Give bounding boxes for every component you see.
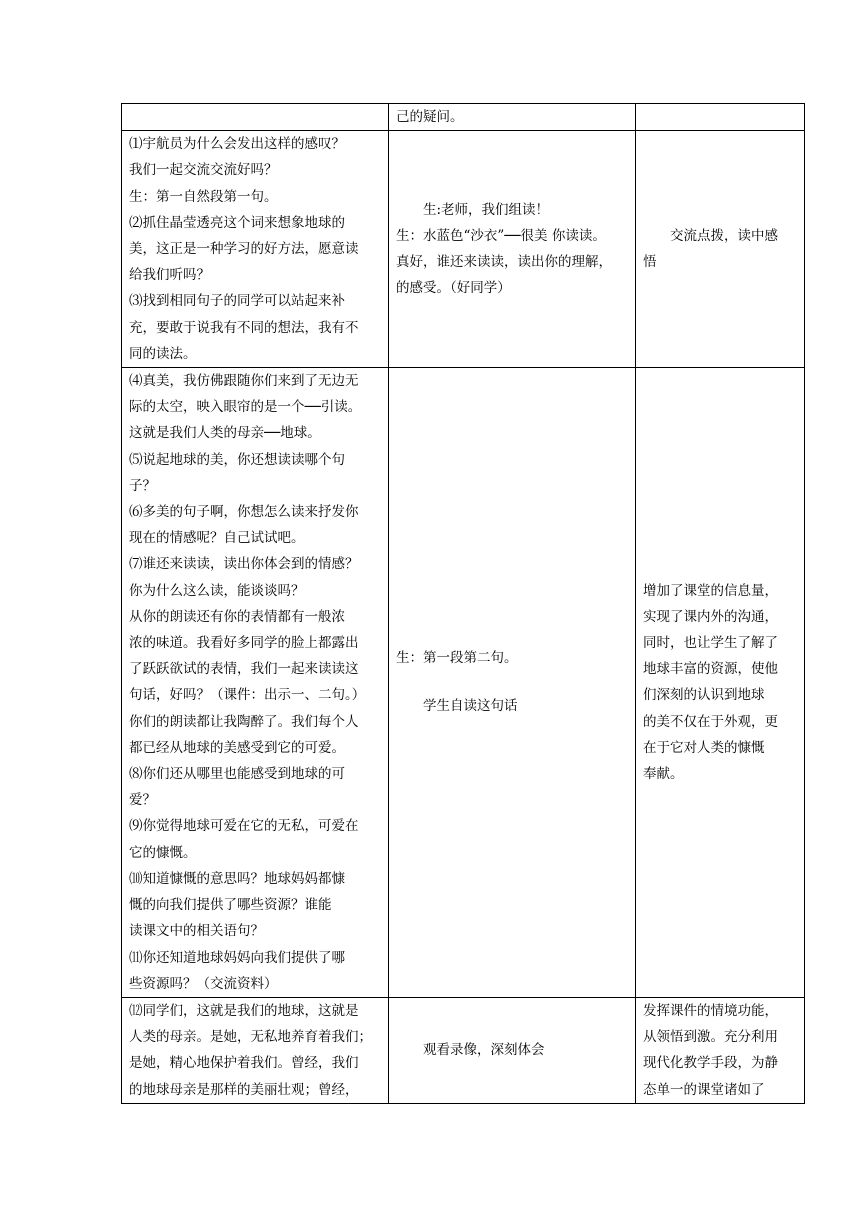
table-row	[122, 368, 805, 998]
text-line: ⑻你们还从哪里也能感受到地球的可	[129, 766, 345, 783]
student-activity-cell	[389, 131, 636, 368]
text-line: 慨的向我们提供了哪些资源？谁能	[129, 897, 332, 914]
text-line: 观看录像，深刻体会	[423, 1042, 545, 1059]
text-line: 奉献。	[643, 766, 684, 783]
teacher-activity-cell	[122, 368, 389, 998]
table-row	[122, 131, 805, 368]
text-line: 充，要敢于说我有不同的想法，我有不	[129, 319, 359, 336]
teacher-activity-cell	[122, 997, 389, 1103]
text-line: 生:老师，我们组读！	[423, 201, 550, 218]
text-line: 句话，好吗？（课件：出示一、二句。）	[129, 687, 366, 704]
text-line: 爱？	[129, 792, 156, 809]
text-line: 给我们听吗？	[129, 267, 210, 284]
text-line: 地球丰富的资源，使他	[643, 661, 778, 678]
text-line: ⑺谁还来读读，读出你体会到的情感？	[129, 556, 359, 573]
text-line: 子？	[129, 477, 156, 494]
text-line: 们深刻的认识到地球	[643, 687, 765, 704]
student-activity-cell	[389, 104, 636, 131]
text-line: 的美不仅在于外观，更	[643, 713, 778, 730]
text-line: 是她，精心地保护着我们。曾经，我们	[129, 1055, 359, 1072]
text-line: 生：水蓝色“沙衣”──很美 你读读。	[396, 227, 606, 244]
text-line: ⑵抓住晶莹透亮这个词来想象地球的	[129, 214, 345, 231]
teacher-activity-cell	[122, 131, 389, 368]
text-line: 我们一起交流交流好吗？	[129, 162, 278, 179]
text-line: 实现了课内外的沟通，	[643, 608, 778, 625]
text-line: 你为什么这么读，能谈谈吗？	[129, 582, 305, 599]
text-line: 的感受。（好同学）	[396, 280, 511, 297]
text-line: ⑹多美的句子啊，你想怎么读来抒发你	[129, 504, 359, 521]
design-intent-cell	[636, 997, 805, 1103]
text-line: ⑽知道慷慨的意思吗？地球妈妈都慷	[129, 870, 345, 887]
text-line: 交流点拨，读中感	[670, 227, 778, 244]
text-line: 现在的情感呢？自己试试吧。	[129, 530, 305, 547]
text-line: 浓的味道。我看好多同学的脸上都露出	[129, 635, 359, 652]
text-line: ⑷真美，我仿佛跟随你们来到了无边无	[129, 373, 359, 390]
text-line: 都已经从地球的美感受到它的可爱。	[129, 739, 345, 756]
design-intent-cell	[636, 368, 805, 998]
text-line: 际的太空，映入眼帘的是一个──引读。	[129, 399, 362, 416]
table-row	[122, 997, 805, 1103]
design-intent-cell	[636, 104, 805, 131]
table-row	[122, 104, 805, 131]
text-line: 读课文中的相关语句？	[129, 923, 264, 940]
teacher-activity-cell	[122, 104, 389, 131]
text-line: 学生自读这句话	[423, 698, 518, 715]
text-line: 美，这正是一种学习的好方法，愿意读	[129, 241, 359, 258]
text-line: 增加了课堂的信息量，	[643, 582, 778, 599]
text-line: 生：第一段第二句。	[396, 650, 518, 667]
text-line: 从领悟到激。充分利用	[643, 1029, 778, 1046]
text-line: 人类的母亲。是她，无私地养育着我们；	[129, 1029, 372, 1046]
student-activity-cell	[389, 368, 636, 998]
text-line: ⑸说起地球的美，你还想读读哪个句	[129, 451, 345, 468]
text-line: 现代化教学手段，为静	[643, 1055, 778, 1072]
text-line: 同的读法。	[129, 345, 197, 362]
text-line: 从你的朗读还有你的表情都有一般浓	[129, 608, 345, 625]
text-line: 在于它对人类的慷慨	[643, 739, 765, 756]
text-line: 了跃跃欲试的表情，我们一起来读读这	[129, 661, 359, 678]
text-line: ⑶找到相同句子的同学可以站起来补	[129, 293, 345, 310]
text-line: 同时，也让学生了解了	[643, 635, 778, 652]
text-line: 态单一的课堂诸如了	[643, 1081, 765, 1098]
lesson-plan-table	[121, 103, 805, 1104]
text-line: 真好，谁还来读读，读出你的理解，	[396, 254, 612, 271]
text-line: ⑿同学们，这就是我们的地球，这就是	[129, 1002, 359, 1019]
text-line: 你们的朗读都让我陶醉了。我们每个人	[129, 713, 359, 730]
text-line: ⑾你还知道地球妈妈向我们提供了哪	[129, 949, 345, 966]
text-line: 生：第一自然段第一句。	[129, 188, 278, 205]
text-line: 悟	[643, 254, 657, 271]
student-activity-cell	[389, 997, 636, 1103]
text-line: 这就是我们人类的母亲──地球。	[129, 425, 321, 442]
text-line: ⑼你觉得地球可爱在它的无私，可爱在	[129, 818, 359, 835]
design-intent-cell	[636, 131, 805, 368]
text-line: 己的疑问。	[396, 109, 464, 125]
text-line: 的地球母亲是那样的美丽壮观；曾经，	[129, 1081, 359, 1098]
text-line: 发挥课件的情境功能，	[643, 1002, 778, 1019]
text-line: 些资源吗？（交流资料）	[129, 975, 278, 992]
text-line: 它的慷慨。	[129, 844, 197, 861]
text-line: ⑴宇航员为什么会发出这样的感叹？	[129, 136, 345, 153]
